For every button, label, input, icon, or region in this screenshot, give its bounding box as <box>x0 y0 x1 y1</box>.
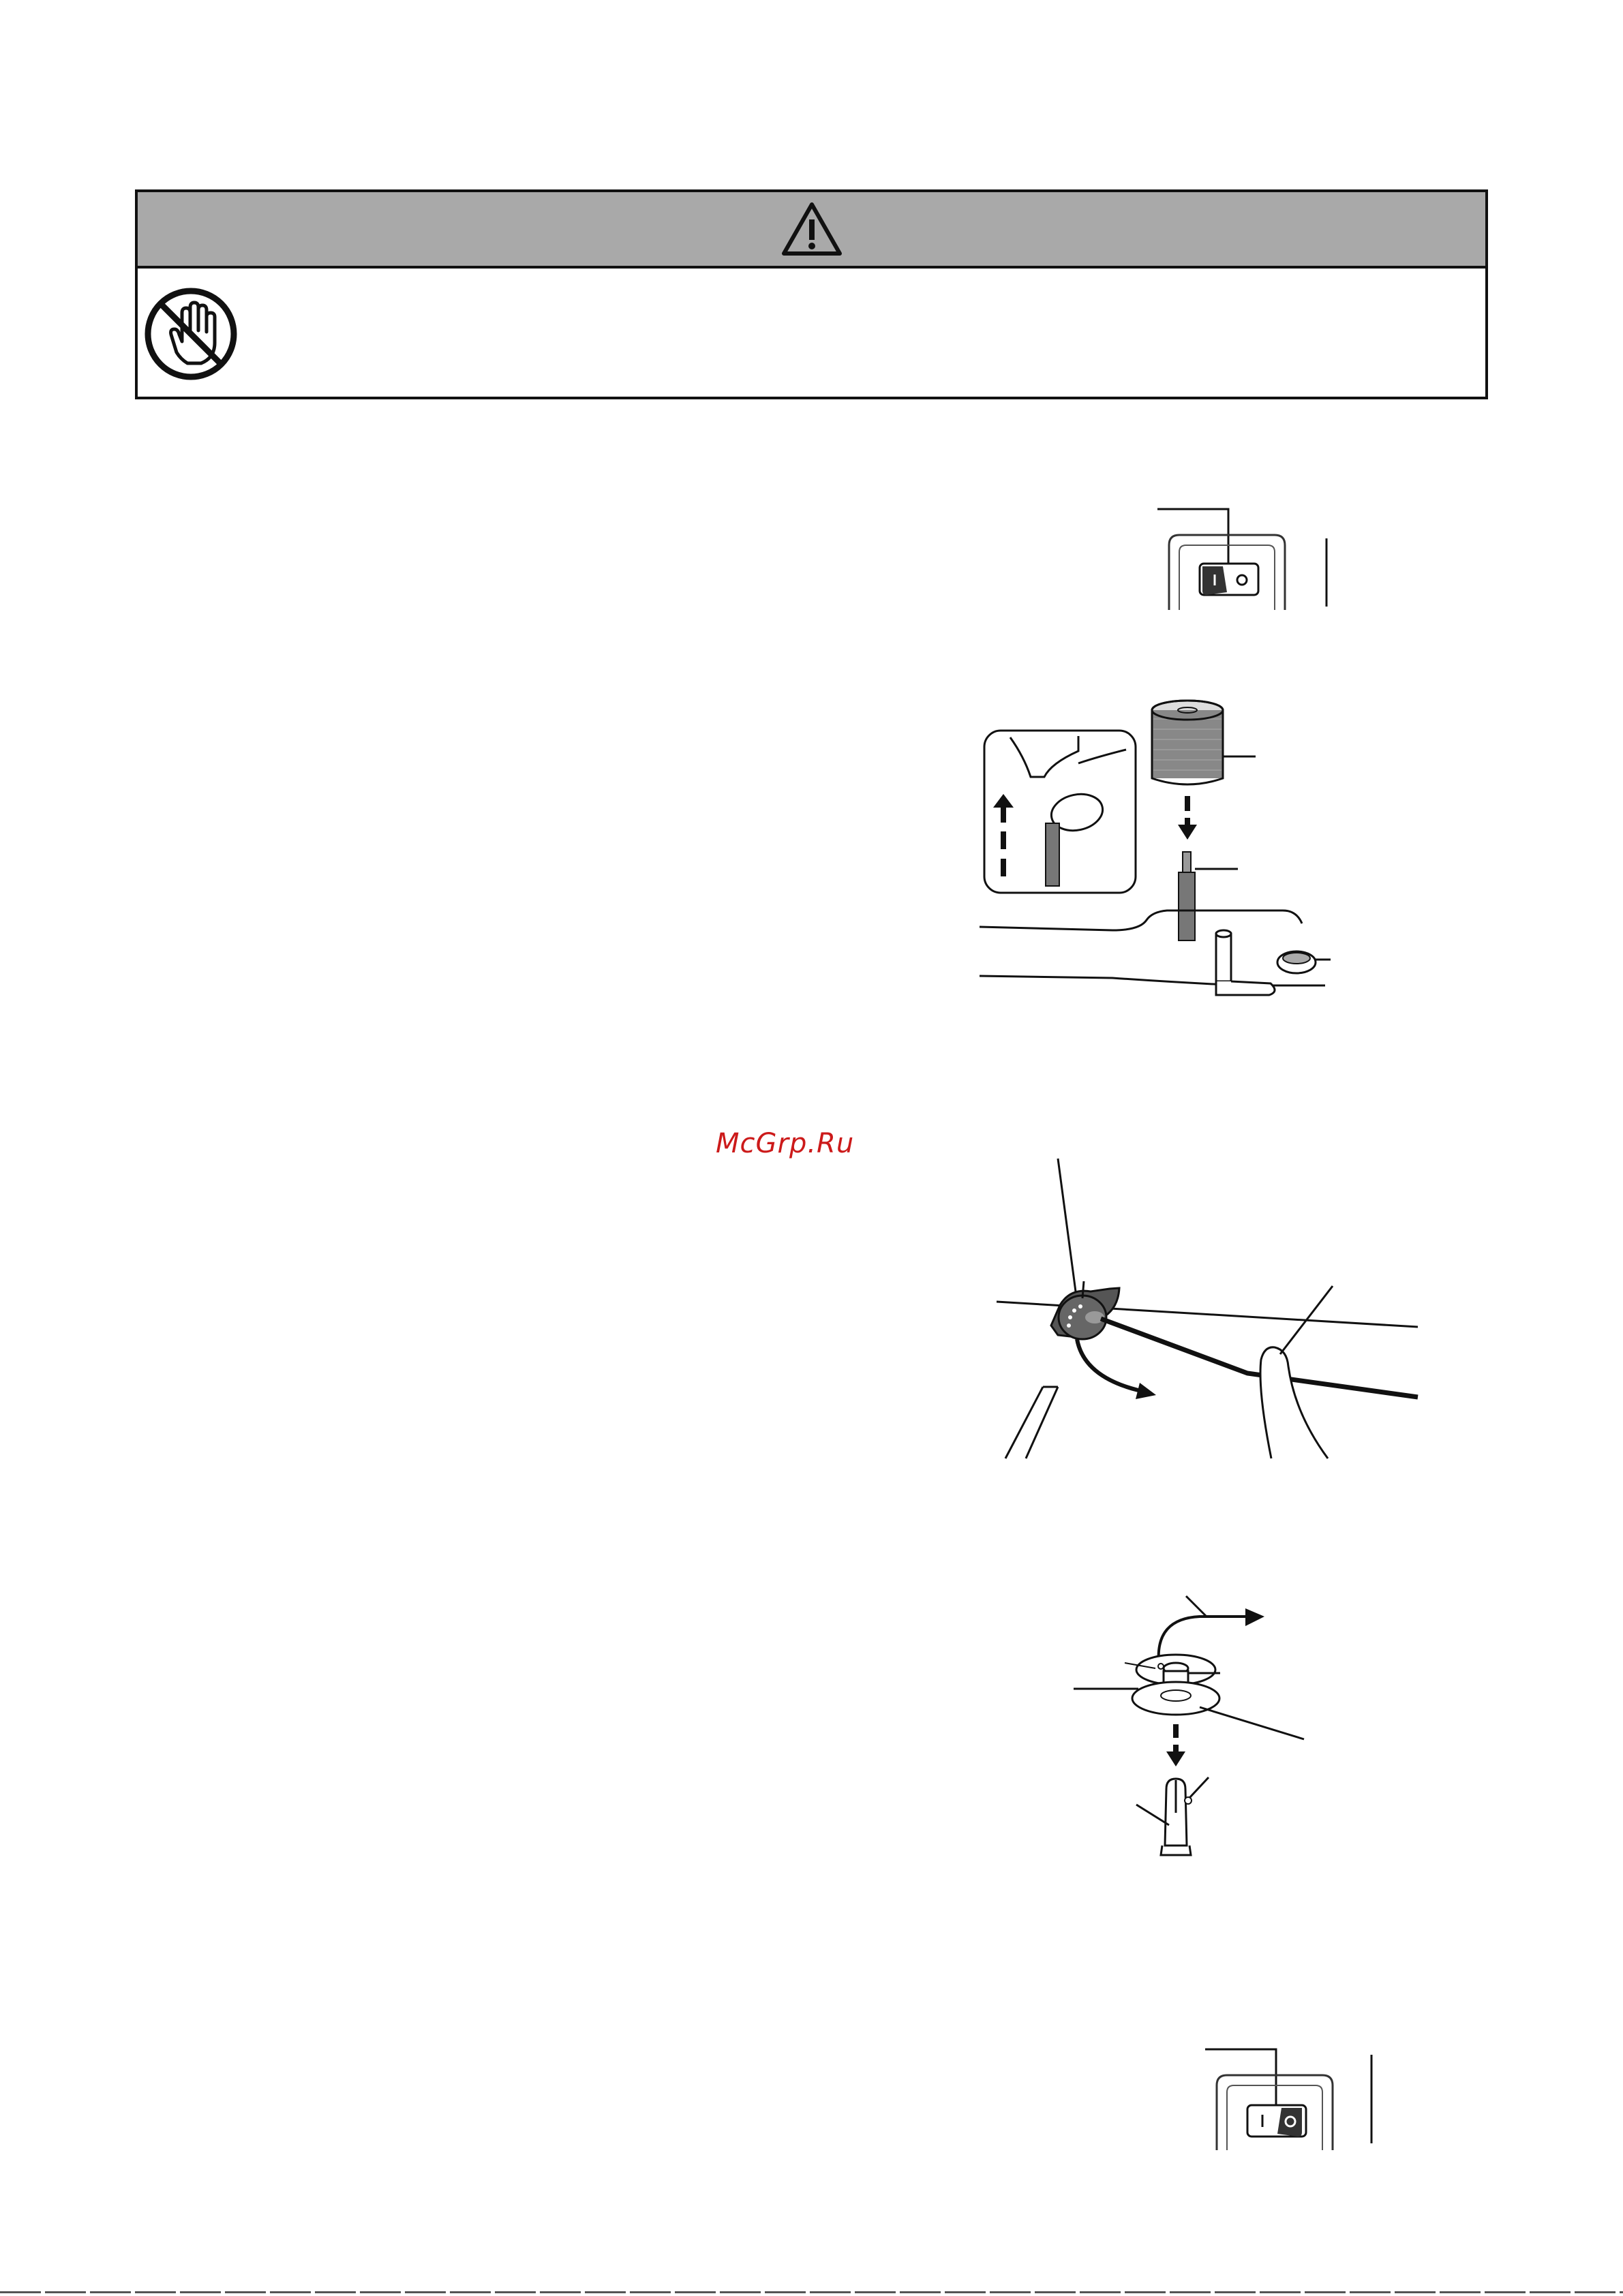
spool-pin-figure <box>976 688 1344 1002</box>
watermark-text: McGrp.Ru <box>716 1128 855 1159</box>
warning-body <box>138 269 1485 397</box>
warning-triangle-icon <box>781 202 843 256</box>
bobbin-winder-figure <box>1074 1588 1319 1861</box>
power-switch-figure-bottom <box>1200 2041 1384 2150</box>
footer-rule <box>0 2291 1623 2293</box>
power-switch-figure-top <box>1152 501 1336 610</box>
thread-guide-figure <box>995 1155 1431 1462</box>
no-touch-hand-icon <box>144 287 238 381</box>
warning-header <box>138 192 1485 269</box>
warning-box <box>135 189 1488 399</box>
